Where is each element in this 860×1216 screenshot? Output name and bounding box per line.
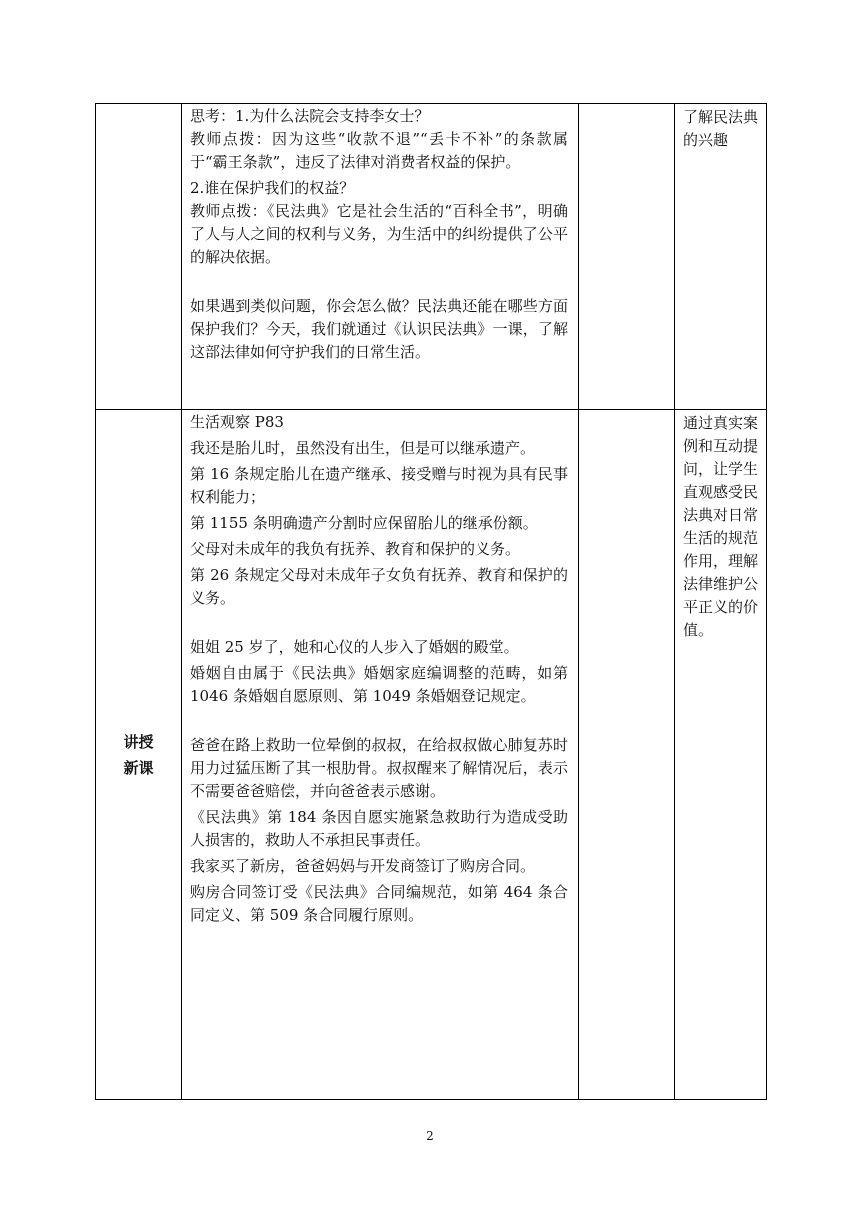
content-paragraph: 2.谁在保护我们的权益？ (190, 179, 355, 197)
stage-cell (96, 410, 182, 1100)
content-paragraph: 思考：1.为什么法院会支持李女士？ (190, 107, 430, 125)
stage-label-line: 新课 (123, 758, 154, 777)
student-activity-cell (579, 104, 675, 410)
teacher-activity-cell (182, 104, 579, 410)
table-row (96, 410, 767, 1100)
design-intent-text: 了解民法典的兴趣 (683, 108, 759, 149)
content-paragraph: 生活观察 P83 (190, 413, 284, 431)
content-paragraph: 购房合同签订受《民法典》合同编规范，如第 464 条合同定义、第 509 条合同履行原则。 (190, 883, 568, 924)
teacher-activity-cell (182, 410, 579, 1100)
page-number: 2 (426, 1129, 434, 1143)
design-intent-cell (675, 104, 767, 410)
content-paragraph: 《民法典》第 184 条因自愿实施紧急救助行为造成受助人损害的，救助人不承担民事责任。 (190, 808, 568, 849)
content-paragraph: 爸爸在路上救助一位晕倒的叔叔，在给叔叔做心肺复苏时用力过猛压断了其一根肋骨。叔叔醒来了解情况后，表示不需要爸爸赔偿，并向爸爸表示感谢。 (190, 736, 568, 800)
lesson-plan-table (95, 103, 767, 1100)
content-paragraph: 如果遇到类似问题，你会怎么做？民法典还能在哪些方面保护我们？今天，我们就通过《认识民法典》一课，了解这部法律如何守护我们的日常生活。 (190, 297, 568, 361)
content-paragraph: 第 1155 条明确遗产分割时应保留胎儿的继承份额。 (190, 514, 538, 532)
content-paragraph: 第 16 条规定胎儿在遗产继承、接受赠与时视为具有民事权利能力； (190, 465, 568, 506)
content-paragraph: 我家买了新房，爸爸妈妈与开发商签订了购房合同。 (190, 857, 536, 875)
content-paragraph: 第 26 条规定父母对未成年子女负有抚养、教育和保护的义务。 (190, 566, 568, 607)
content-paragraph: 教师点拨：因为这些“收款不退”“丢卡不补”的条款属于“霸王条款”，违反了法律对消费者权益的保护。 (190, 130, 568, 171)
content-paragraph: 姐姐 25 岁了，她和心仪的人步入了婚姻的殿堂。 (190, 638, 519, 656)
stage-label-line: 讲授 (123, 732, 154, 751)
stage-cell (96, 104, 182, 410)
design-intent-cell (675, 410, 767, 1100)
content-paragraph: 父母对未成年的我负有抚养、教育和保护的义务。 (190, 540, 521, 558)
content-paragraph: 婚姻自由属于《民法典》婚姻家庭编调整的范畴，如第 1046 条婚姻自愿原则、第 1049 条婚姻登记规定。 (190, 664, 568, 705)
content-paragraph: 教师点拨：《民法典》它是社会生活的“百科全书”，明确了人与人之间的权利与义务，为生活中的纠纷提供了公平的解决依据。 (190, 202, 568, 266)
student-activity-cell (579, 410, 675, 1100)
table-row (96, 104, 767, 410)
design-intent-text: 通过真实案例和互动提问，让学生直观感受民法典对日常生活的规范作用，理解法律维护公平正义的价值。 (683, 414, 759, 639)
content-paragraph: 我还是胎儿时，虽然没有出生，但是可以继承遗产。 (190, 439, 536, 457)
